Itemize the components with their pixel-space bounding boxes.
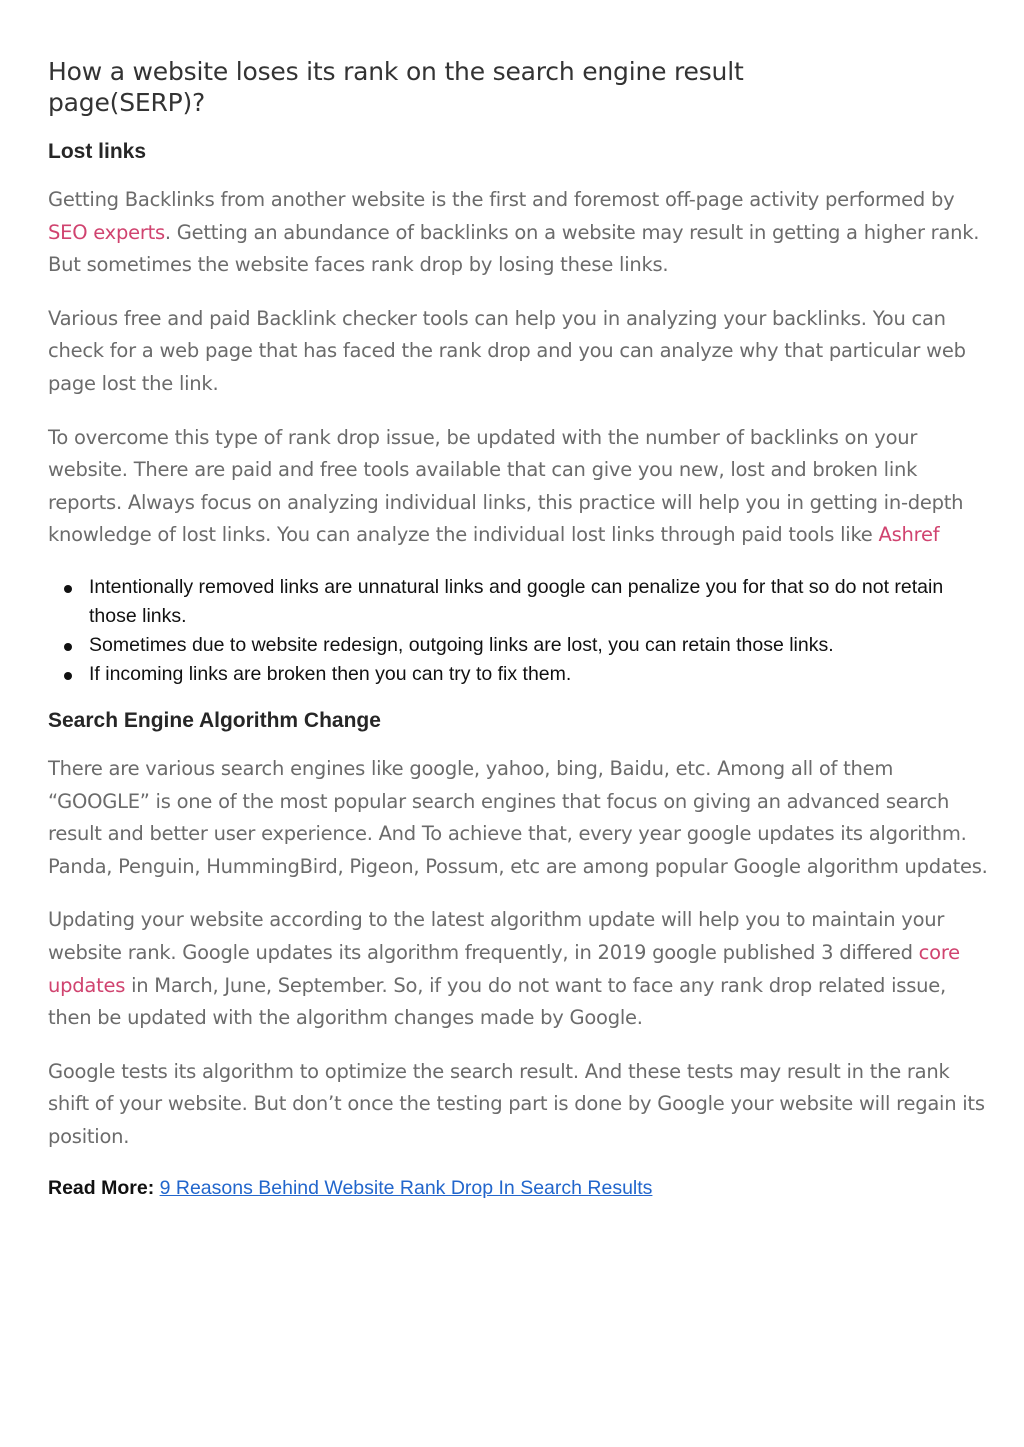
list-item-text: Sometimes due to website redesign, outgoing links are lost, you can retain those links. [89,633,834,656]
page-title: How a website loses its rank on the search engine result page(SERP)? [48,57,744,117]
list-item-text: Intentionally removed links are unnatural links and google can penalize you for that so do not retain those links. [89,575,944,627]
core-updates-link[interactable]: core updates [48,940,960,997]
paragraph-text: Getting Backlinks from another website is the first and foremost off-page activity performed by [48,188,955,211]
ashref-link[interactable]: Ashref [878,523,940,547]
paragraph-overcome-rank-drop [48,422,988,552]
paragraph-checker-tools: Various free and paid Backlink checker tools can help you in analyzing your backlinks. You can check for a web page that has faced the rank drop and you can analyze why that particular web page lost the link. [48,306,966,395]
read-more [48,1174,988,1202]
paragraph-backlinks-intro [48,184,988,282]
paragraph-updating-website [48,904,988,1034]
list-item [89,660,988,689]
bullet-icon [64,643,72,651]
seo-experts-link[interactable]: SEO experts [48,220,165,244]
read-more-label: Read More: [48,1177,155,1200]
paragraph-google-tests: Google tests its algorithm to optimize the search result. And these tests may result in the rank shift of your website. But don’t once the testing part is done by Google your website will regain its position. [48,1059,985,1148]
paragraph-text: To overcome this type of rank drop issue, be updated with the number of backlinks on your website. There are paid and free tools available that can give you new, lost and broken link reports. Always focus on analyzing individual links, this practice will help you in getting in-depth knowledge of lost links. You can analyze the individual lost links through paid tools like [48,425,964,547]
paragraph-text: in March, June, September. So, if you do not want to face any rank drop related issue, then be updated with the algorithm changes made by Google. [48,973,946,1030]
lost-links-bullet-list [48,573,988,689]
paragraph-text: . Getting an abundance of backlinks on a website may result in getting a higher rank. But sometimes the website faces rank drop by losing these links. [48,220,980,277]
bullet-icon [64,585,72,593]
read-more-link[interactable]: 9 Reasons Behind Website Rank Drop In Search Results [159,1177,653,1200]
section-heading-lost-links: Lost links [48,140,147,163]
paragraph-text: Updating your website according to the latest algorithm update will help you to maintain your website rank. Google updates its algorithm frequently, in 2019 google published 3 differed [48,908,945,964]
article [48,56,988,1202]
list-item-text: If incoming links are broken then you can try to fix them. [89,662,572,685]
list-item [89,631,988,660]
bullet-icon [64,672,72,680]
paragraph-search-engines: There are various search engines like google, yahoo, bing, Baidu, etc. Among all of them “GOOGLE” is one of the most popular search engines that focus on giving an advanced search result and better user experience. And To achieve that, every year google updates its algorithm. Panda, Penguin, HummingBird, Pigeon, Possum, etc are among popular Google algorithm updates. [48,756,988,878]
list-item [89,573,988,631]
section-heading-algorithm-change: Search Engine Algorithm Change [48,708,381,732]
